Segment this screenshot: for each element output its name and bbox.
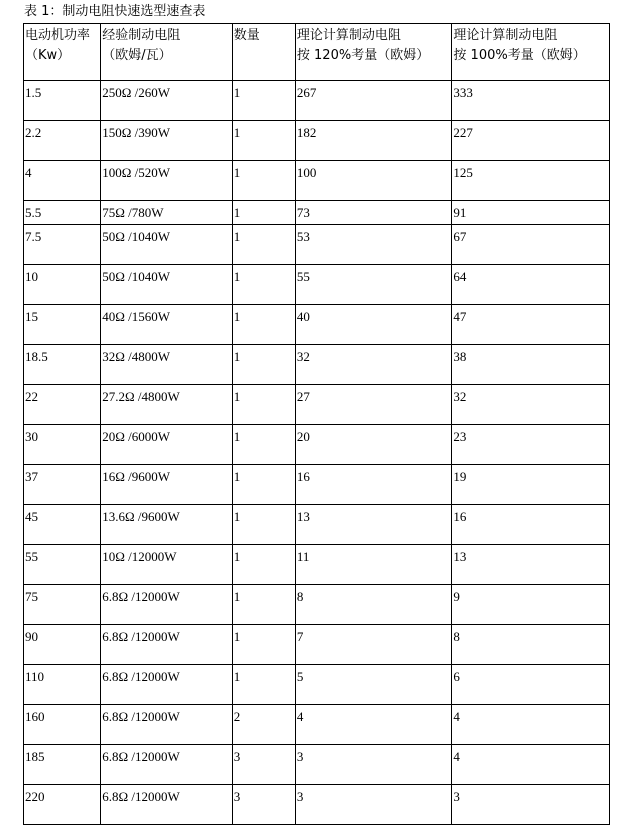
cell-theoretical-100: 64 (452, 265, 610, 305)
cell-theoretical-100: 67 (452, 225, 610, 265)
cell-theoretical-120: 182 (295, 121, 452, 161)
cell-empirical-resistor: 50Ω /1040W (101, 225, 232, 265)
header-theoretical-100-line2: 按 100%考量（欧姆） (453, 48, 586, 63)
cell-quantity: 1 (232, 425, 295, 465)
table-row (24, 745, 610, 785)
cell-theoretical-120: 73 (295, 201, 452, 225)
table-row (24, 545, 610, 585)
cell-theoretical-100: 4 (452, 745, 610, 785)
cell-empirical-resistor: 27.2Ω /4800W (101, 385, 232, 425)
cell-motor-power: 220 (24, 785, 101, 825)
cell-motor-power: 110 (24, 665, 101, 705)
header-motor-power-line2: （Kw） (25, 48, 71, 63)
header-empirical-resistor-line1: 经验制动电阻 (102, 28, 181, 43)
cell-empirical-resistor: 250Ω /260W (101, 81, 232, 121)
cell-quantity: 1 (232, 385, 295, 425)
braking-resistor-table (23, 23, 610, 825)
cell-empirical-resistor: 6.8Ω /12000W (101, 745, 232, 785)
cell-motor-power: 1.5 (24, 81, 101, 121)
table-row (24, 225, 610, 265)
cell-empirical-resistor: 6.8Ω /12000W (101, 705, 232, 745)
header-theoretical-120-line1: 理论计算制动电阻 (296, 28, 401, 43)
table-row (24, 265, 610, 305)
cell-quantity: 1 (232, 465, 295, 505)
cell-motor-power: 45 (24, 505, 101, 545)
cell-theoretical-100: 91 (452, 201, 610, 225)
header-empirical-resistor-line2: （欧姆/瓦） (102, 48, 172, 63)
cell-theoretical-120: 5 (295, 665, 452, 705)
cell-motor-power: 18.5 (24, 345, 101, 385)
cell-theoretical-120: 7 (295, 625, 452, 665)
cell-theoretical-120: 8 (295, 585, 452, 625)
cell-theoretical-120: 16 (295, 465, 452, 505)
cell-theoretical-120: 55 (295, 265, 452, 305)
cell-empirical-resistor: 6.8Ω /12000W (101, 625, 232, 665)
cell-motor-power: 15 (24, 305, 101, 345)
cell-motor-power: 160 (24, 705, 101, 745)
cell-quantity: 3 (232, 745, 295, 785)
cell-empirical-resistor: 13.6Ω /9600W (101, 505, 232, 545)
cell-quantity: 1 (232, 305, 295, 345)
cell-theoretical-120: 100 (295, 161, 452, 201)
cell-empirical-resistor: 40Ω /1560W (101, 305, 232, 345)
cell-empirical-resistor: 20Ω /6000W (101, 425, 232, 465)
table-row (24, 625, 610, 665)
cell-motor-power: 55 (24, 545, 101, 585)
cell-motor-power: 2.2 (24, 121, 101, 161)
cell-empirical-resistor: 150Ω /390W (101, 121, 232, 161)
cell-quantity: 1 (232, 225, 295, 265)
table-row (24, 121, 610, 161)
cell-empirical-resistor: 75Ω /780W (101, 201, 232, 225)
cell-theoretical-120: 4 (295, 705, 452, 745)
cell-quantity: 1 (232, 625, 295, 665)
table-row (24, 345, 610, 385)
cell-theoretical-120: 32 (295, 345, 452, 385)
cell-motor-power: 75 (24, 585, 101, 625)
cell-quantity: 1 (232, 545, 295, 585)
cell-theoretical-120: 40 (295, 305, 452, 345)
table-header-row (24, 24, 610, 81)
table-row (24, 385, 610, 425)
table-body (24, 24, 610, 825)
table-row (24, 505, 610, 545)
header-quantity (232, 24, 295, 81)
cell-theoretical-100: 125 (452, 161, 610, 201)
cell-theoretical-100: 13 (452, 545, 610, 585)
cell-theoretical-120: 13 (295, 505, 452, 545)
table-caption: 表 1：制动电阻快速选型速查表 (24, 4, 206, 19)
cell-motor-power: 10 (24, 265, 101, 305)
cell-theoretical-100: 227 (452, 121, 610, 161)
cell-empirical-resistor: 10Ω /12000W (101, 545, 232, 585)
cell-quantity: 1 (232, 121, 295, 161)
cell-empirical-resistor: 32Ω /4800W (101, 345, 232, 385)
cell-theoretical-120: 20 (295, 425, 452, 465)
cell-theoretical-120: 3 (295, 785, 452, 825)
header-theoretical-120 (295, 24, 452, 81)
cell-quantity: 1 (232, 585, 295, 625)
cell-theoretical-120: 267 (295, 81, 452, 121)
cell-quantity: 3 (232, 785, 295, 825)
cell-theoretical-120: 11 (295, 545, 452, 585)
cell-theoretical-100: 8 (452, 625, 610, 665)
table-row (24, 585, 610, 625)
cell-empirical-resistor: 6.8Ω /12000W (101, 785, 232, 825)
cell-theoretical-100: 6 (452, 665, 610, 705)
table-row (24, 465, 610, 505)
cell-motor-power: 7.5 (24, 225, 101, 265)
cell-theoretical-100: 4 (452, 705, 610, 745)
cell-quantity: 1 (232, 345, 295, 385)
cell-motor-power: 37 (24, 465, 101, 505)
header-theoretical-120-line2: 按 120%考量（欧姆） (296, 48, 430, 63)
cell-empirical-resistor: 16Ω /9600W (101, 465, 232, 505)
cell-motor-power: 185 (24, 745, 101, 785)
cell-theoretical-120: 3 (295, 745, 452, 785)
cell-quantity: 1 (232, 265, 295, 305)
cell-theoretical-100: 47 (452, 305, 610, 345)
header-theoretical-100 (452, 24, 610, 81)
header-theoretical-100-line1: 理论计算制动电阻 (453, 28, 558, 43)
cell-quantity: 2 (232, 705, 295, 745)
cell-theoretical-100: 19 (452, 465, 610, 505)
header-motor-power (24, 24, 101, 81)
cell-theoretical-100: 38 (452, 345, 610, 385)
cell-motor-power: 5.5 (24, 201, 101, 225)
cell-quantity: 1 (232, 81, 295, 121)
table-row (24, 201, 610, 225)
cell-quantity: 1 (232, 505, 295, 545)
cell-motor-power: 22 (24, 385, 101, 425)
cell-theoretical-100: 9 (452, 585, 610, 625)
cell-motor-power: 4 (24, 161, 101, 201)
table-row (24, 785, 610, 825)
header-quantity-line1: 数量 (233, 28, 260, 43)
cell-theoretical-100: 32 (452, 385, 610, 425)
cell-quantity: 1 (232, 201, 295, 225)
cell-empirical-resistor: 50Ω /1040W (101, 265, 232, 305)
cell-theoretical-100: 16 (452, 505, 610, 545)
table-row (24, 305, 610, 345)
table-row (24, 161, 610, 201)
header-empirical-resistor (101, 24, 232, 81)
cell-theoretical-120: 53 (295, 225, 452, 265)
table-row (24, 705, 610, 745)
cell-empirical-resistor: 6.8Ω /12000W (101, 665, 232, 705)
cell-empirical-resistor: 100Ω /520W (101, 161, 232, 201)
cell-theoretical-120: 27 (295, 385, 452, 425)
cell-theoretical-100: 3 (452, 785, 610, 825)
cell-theoretical-100: 23 (452, 425, 610, 465)
header-motor-power-line1: 电动机功率 (25, 28, 91, 43)
table-row (24, 425, 610, 465)
cell-quantity: 1 (232, 161, 295, 201)
cell-quantity: 1 (232, 665, 295, 705)
cell-empirical-resistor: 6.8Ω /12000W (101, 585, 232, 625)
table-row (24, 81, 610, 121)
cell-theoretical-100: 333 (452, 81, 610, 121)
cell-motor-power: 30 (24, 425, 101, 465)
cell-motor-power: 90 (24, 625, 101, 665)
table-row (24, 665, 610, 705)
